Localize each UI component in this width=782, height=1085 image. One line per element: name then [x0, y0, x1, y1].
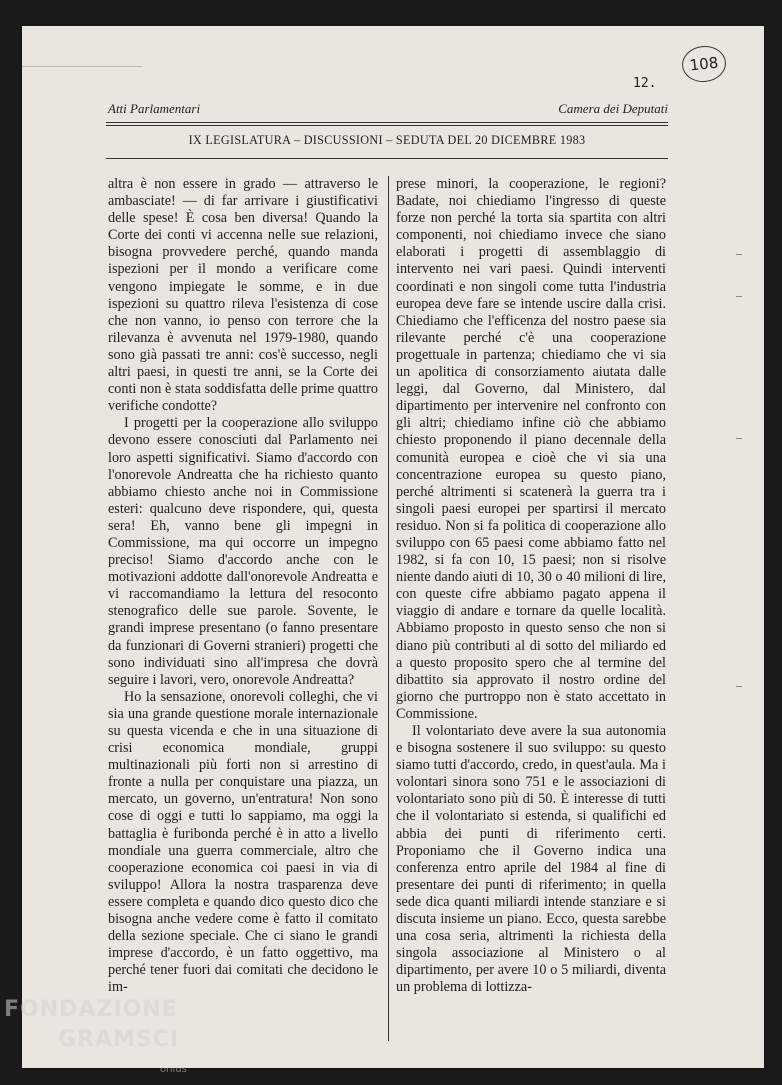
document-page — [22, 26, 764, 1068]
archive-stamp: 108 — [680, 44, 728, 84]
paragraph: Ho la sensazione, onorevoli colleghi, che vi sia una grande questione morale internazionale su questa vicenda e che in una situazione di crisi economica mondiale, gruppi multinazionali più forti non si arrestino di fronte a nulla per conquistare una piazza, un mercato, un governo, un'entratura! Non sono cose di oggi e tutti lo sappiamo, ma oggi la battaglia è furibonda perché è in atto a livello mondiale una guerra commerciale, altro che cooperazione economica coi paesi in via di sviluppo! Allora la nostra trasparenza deve essere completa e quando dico questo dico che bisogna anche vedere come è fatto il comitato della sezione speciale. Che ci siano le grandi imprese d'accordo, è un fatto oggettivo, ma perché tener fuori dai comitati che decidono le im- — [108, 688, 378, 996]
header-rule-top-thin — [106, 125, 668, 126]
watermark-line: GRAMSCI — [58, 1027, 180, 1052]
margin-mark — [736, 296, 742, 297]
page-number: 12. — [633, 76, 657, 91]
watermark-line: FONDAZIONE — [4, 997, 178, 1022]
paragraph: I progetti per la cooperazione allo sviluppo devono essere conosciuti dal Parlamento nei loro aspetti significativi. Siamo d'accordo con l'onorevole Andreatta che ha richiesto quanto abbiamo chiesto anche noi in Commissione esteri: qualcuno deve rispondere, qui, questa sera! Eh, vanno bene gli impegni in Commissione, ma qui occorre un impegno preciso! Siamo d'accordo anche con le motivazioni addotte dall'onorevole Andreatta e vi raccomandiamo la lettura del resoconto stenografico delle sue parole. Sovente, le grandi imprese presentano (o fanno presentare da funzionari di Governi stranieri) progetti che sono individuati sino all'impresa che dovrà seguire i lavori, vero, onorevole Andreatta? — [108, 415, 378, 688]
right-text-column — [396, 176, 666, 997]
paragraph: Il volontariato deve avere la sua autonomia e bisogna sostenere il suo sviluppo: su questo siamo tutti d'accordo, credo, in quest'aula. Ma i volontari sinora sono 751 e le associazioni di volontariato sono più di 50. È interesse di tutti che il volontariato si estenda, si qualifichi ed abbia dei punti di riferimento certi. Proponiamo che il Governo indica una conferenza entro aprile del 1984 al fine di presentare dei punti di riferimento; in quella sede dica quanti miliardi intende stanziare e si discuta insieme un piano. Ecco, questa sarebbe una cosa seria, altrimenti la richiesta della singola associazione al Ministero o al dipartimento, per avere 10 o 5 miliardi, diventa un problema di lottizza- — [396, 723, 666, 996]
header-left-title: Atti Parlamentari — [108, 101, 201, 116]
header-rule-top — [106, 122, 668, 123]
watermark-line: onlus — [160, 1064, 187, 1075]
header-rule-bottom — [106, 158, 668, 159]
margin-mark — [736, 254, 742, 255]
paragraph: altra è non essere in grado — attraverso le ambasciate! — di far arrivare i giustificativi delle spese! È cosa ben diversa! Quando la Corte dei conti vi accenna nelle sue relazioni, bisogna provvedere perché, quando manda ispezioni per il mondo a verificare come vengono impiegate le somme, e in due ispezioni su quattro rileva l'esistenza di cose che non vanno, io penso con terrore che la rilevanza è avvenuta nel 1979-1980, quando sono già passati tre anni: cos'è successo, negli altri paesi, in questi tre anni, se la Corte dei conti non è stata soddisfatta delle prime quattro verifiche condotte? — [108, 176, 378, 415]
foundation-watermark — [4, 995, 187, 1085]
header-right-title: Camera dei Deputati — [558, 101, 668, 116]
margin-mark — [736, 686, 742, 687]
column-divider — [388, 176, 389, 1041]
left-text-column — [108, 176, 378, 997]
paragraph: prese minori, la cooperazione, le regioni? Badate, noi chiediamo l'ingresso di queste forze non perché la torta sia spartita con altri componenti, noi chiediamo invece che siano elaborati i progetti di assemblaggio di intervento nei vari paesi. Quindi interventi coordinati e non singoli come tutta l'industria europea deve fare se intende uscire dalla crisi. Chiediamo che l'efficenza del nostro paese sia rilevante perché c'è una cooperazione progettuale in partenza; chiediamo che vi sia un apolitica di consorziamento aiutata dalle leggi, dal Governo, dal Ministero, dal dipartimento per intervenire nel confronto con gli altri; chiediamo infine ciò che abbiamo chiesto proponendo il piano decennale della comunità europea e cioè che vi sia una concentrazione europea su questo piano, perché altrimenti si scatenerà la guerra tra i singoli paesi europei per spartirsi il mercato residuo. Non si fa politica di cooperazione allo sviluppo con 65 paesi come abbiamo fatto nel 1982, si fa con 10, 15 paesi; non si risolve niente dando aiuti di 10, 30 o 40 milioni di lire, con queste cifre abbiamo pagato appena il viaggio di andare e tornare da quelle località. Abbiamo proposto in questo senso che non si diano più contributi al di sotto del miliardo ed a questo proposito spero che al termine del dibattito sia approvato il nostro ordine del giorno che purtroppo non è stato accettato in Commissione. — [396, 176, 666, 722]
margin-mark — [736, 438, 742, 439]
session-subtitle: IX LEGISLATURA – DISCUSSIONI – SEDUTA DEL 20 DICEMBRE 1983 — [188, 133, 586, 147]
page-edge-line — [22, 66, 142, 67]
